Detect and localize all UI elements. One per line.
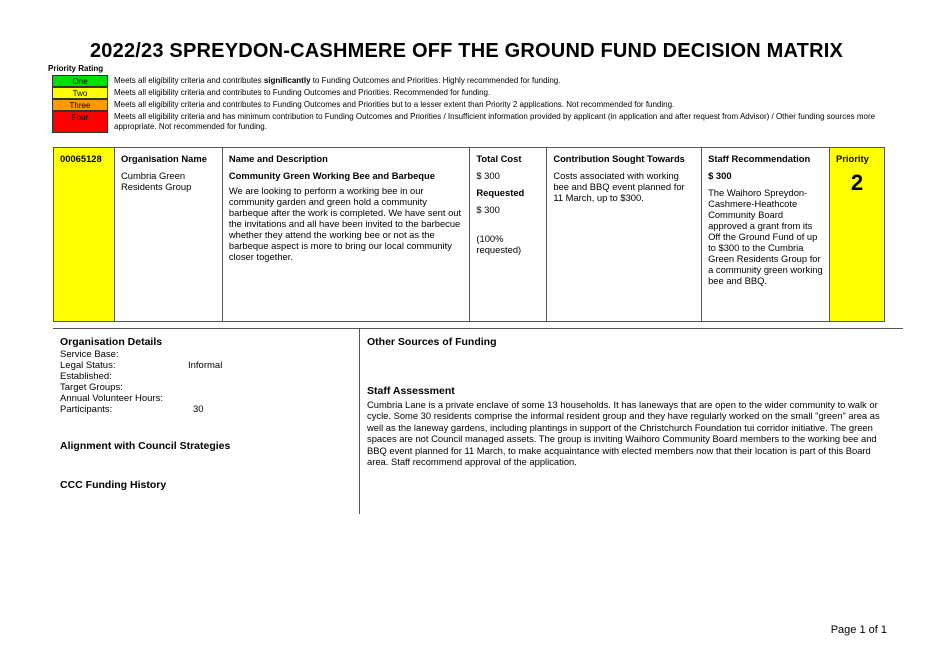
- alignment-heading: Alignment with Council Strategies: [60, 440, 231, 452]
- project-description: We are looking to perform a working bee in our community garden and green hold a community barbeque after the work is completed. We have sent out the invitations and all have been invited to the barbecue whether they attend the working bee or not as the barbeque aspect is more to bring our local community closer together.: [228, 185, 462, 262]
- staff-assessment-heading: Staff Assessment: [367, 385, 455, 397]
- organisation-header: Organisation Name: [120, 153, 207, 164]
- contribution-header: Contribution Sought Towards: [553, 153, 685, 164]
- requested-label: Requested: [476, 187, 525, 198]
- description-cell: [222, 148, 470, 322]
- priority-text-two: Meets all eligibility criteria and contributes to Funding Outcomes and Priorities. Recommended for funding.: [114, 88, 491, 97]
- priority-rating-label: Priority Rating: [48, 64, 104, 73]
- page-title: 2022/23 SPREYDON-CASHMERE OFF THE GROUND FUND DECISION MATRIX: [89, 40, 844, 62]
- participants-row: Participants: 30: [60, 404, 204, 415]
- priority-text-one: Meets all eligibility criteria and contributes significantly to Funding Outcomes and Priorities. Highly recommended for funding.: [114, 76, 561, 85]
- decision-matrix-table: [53, 147, 885, 322]
- staff-assessment-text: Cumbria Lane is a private enclave of some 13 households. It has laneways that are open to the wider community to walk or cycle. Some 30 residents comprise the informal resident group and they have regularly worked on the small "green" area as well as the laneway gardens, including plantings in support of the Christchurch Foundation tui corridor initiative. The green spaces are not Council managed assets. The group is inviting Waihoro Community Board members to the working bee and BBQ event planned for 11 March, to make acquaintance with elected members now that their location is part of this Board area. Staff recommend approval of the application.: [367, 399, 880, 468]
- priority-badge-one: One: [52, 75, 108, 87]
- organisation-cell: [114, 148, 222, 322]
- priority-badge-two: Two: [52, 87, 108, 99]
- total-cost-value: $ 300: [476, 170, 500, 181]
- established-row: Established:: [60, 371, 112, 382]
- requested-percent: (100% requested): [476, 233, 522, 255]
- description-header: Name and Description: [228, 153, 328, 164]
- staff-recommendation-amount: $ 300: [708, 170, 732, 181]
- staff-recommendation-text: The Waihoro Spreydon-Cashmere-Heathcote Community Board approved a grant from its Off the Ground Fund of up to $300 to the Cumbria Green Residents Group for a community green working bee and BBQ.: [708, 187, 823, 286]
- priority-cell: [829, 148, 884, 322]
- service-base-row: Service Base:: [60, 349, 119, 360]
- application-id-cell: [54, 148, 115, 322]
- other-sources-heading: Other Sources of Funding: [367, 336, 497, 348]
- target-groups-row: Target Groups:: [60, 382, 123, 393]
- page-number: Page 1 of 1: [830, 624, 887, 636]
- column-divider: [359, 328, 360, 514]
- priority-header: Priority: [835, 153, 869, 164]
- funding-history-heading: CCC Funding History: [60, 479, 167, 491]
- priority-badge-three: Three: [52, 99, 108, 111]
- organisation-name: Cumbria Green Residents Group: [120, 170, 192, 192]
- application-id: 00065128: [60, 153, 102, 164]
- requested-value: $ 300: [476, 204, 500, 215]
- total-cost-header: Total Cost: [476, 153, 522, 164]
- priority-text-three: Meets all eligibility criteria and contributes to Funding Outcomes and Priorities but to a lesser extent than Priority 2 applications. Not recommended for funding.: [114, 100, 675, 109]
- priority-text-four: Meets all eligibility criteria and has minimum contribution to Funding Outcomes and Priorities / Insufficient information provided by applicant (in application and after request from Advisor) / Other funding sources more appropriate. Not recommended for funding.: [114, 112, 876, 131]
- volunteer-hours-row: Annual Volunteer Hours:: [60, 393, 163, 404]
- priority-value: 2: [850, 170, 864, 195]
- staff-recommendation-header: Staff Recommendation: [708, 153, 811, 164]
- contribution-text: Costs associated with working bee and BBQ event planned for 11 March, up to $300.: [553, 170, 685, 203]
- contribution-cell: [547, 148, 702, 322]
- cost-cell: [470, 148, 547, 322]
- priority-badge-four: Four: [52, 111, 108, 133]
- section-divider: [53, 328, 903, 329]
- staff-recommendation-cell: [702, 148, 830, 322]
- organisation-details-heading: Organisation Details: [60, 336, 163, 348]
- project-name: Community Green Working Bee and Barbeque: [228, 170, 435, 181]
- legal-status-row: Legal Status: Informal: [60, 360, 223, 371]
